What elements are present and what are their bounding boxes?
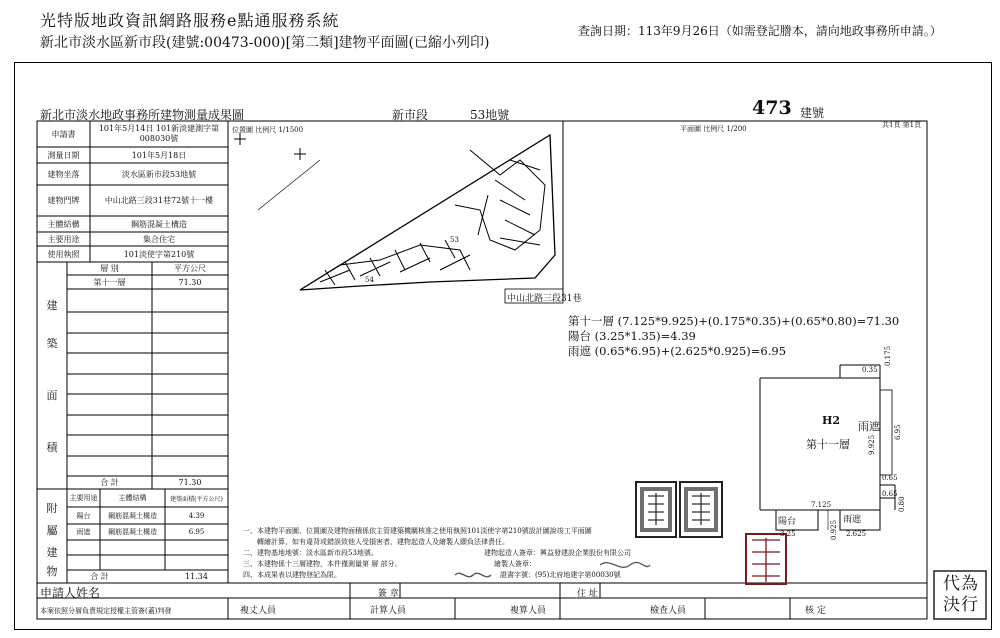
acc-row-1-use: 陽台	[76, 511, 91, 520]
area-section-char-3: 面	[46, 389, 58, 402]
info-value-application: 101年5月14日 101新淡建測字第008030號	[98, 124, 220, 143]
acc-section-char-3: 建	[46, 546, 58, 559]
building-number-label: 建號	[800, 106, 825, 120]
applicant-label: 申請人姓名	[40, 586, 101, 600]
dim-side-left: 9.925	[868, 434, 876, 455]
note-3: 三、本建物係十三層建物，本件僅測量第 層 部分。	[243, 560, 402, 568]
recalculator-cell: 複算人員	[510, 606, 547, 616]
authorization-note: 本案依照分層負責規定授權主管簽(蓋)判發	[40, 607, 172, 615]
plan-scale: 平面圖 比例尺 1/200	[680, 125, 747, 133]
dim-top: 0.35	[862, 366, 878, 374]
note-1: 一、本建物平面圖、位置圖及建物面積係依主管建築機關核准之使用執照101淡使字第210號設計圖說竣工平面圖	[243, 527, 592, 535]
dim-bottom: 7.125	[811, 501, 832, 509]
sign-label: 簽 章	[378, 589, 399, 599]
acc-row-1-struct: 鋼筋混凝土構造	[108, 511, 157, 520]
drafter-signature-note: 繪製人簽章：	[494, 560, 536, 568]
acc-row-2-area: 6.95	[188, 528, 205, 536]
formula-floor: 第十一層 (7.125*9.925)+(0.175*0.35)+(0.65*0.80)=71.30	[568, 314, 900, 328]
area-col-name: 層 別	[100, 264, 119, 273]
area-section-char-4: 積	[46, 441, 58, 454]
area-section-char-2: 築	[46, 337, 58, 350]
builder-signature-note: 建物起造人簽章：興益發建設企業股份有限公司	[484, 549, 631, 557]
info-label-permit: 使用執照	[47, 249, 80, 259]
acc-section-char-1: 附	[46, 502, 58, 515]
acc-section-char-4: 物	[46, 565, 58, 578]
document-subtitle: 新北市淡水區新市段(建號:00473-000)[第二類]建物平面圖(已縮小列印)	[40, 35, 490, 51]
building-number: 473	[752, 97, 792, 119]
office-title: 新北市淡水地政事務所建物測量成果圖	[40, 108, 245, 122]
dim-top-side: 0.175	[884, 345, 892, 366]
acc-section-char-2: 屬	[46, 524, 58, 537]
lot-label: 53地號	[470, 108, 510, 122]
info-value-survey-date: 101年5月18日	[131, 150, 187, 160]
license-note: 證書字號：(95)北府地建字第00030號	[500, 571, 621, 579]
info-label-application: 申請書	[51, 129, 76, 139]
road-label: 中山北路三段31巷	[507, 294, 582, 304]
acc-row-2-use: 雨遮	[76, 528, 91, 536]
surveyor-cell: 複丈人員	[240, 606, 277, 616]
acc-col-struct: 主體結構	[118, 494, 147, 502]
approver-cell: 核 定	[805, 606, 826, 616]
note-2: 二、建物基地地號：淡水區新市段53地號。	[243, 549, 378, 557]
location-scale: 位置圖 比例尺 1/1500	[232, 126, 304, 134]
approval-stamp: 代為決行	[943, 574, 979, 615]
info-value-permit: 101淡使字第210號	[123, 249, 195, 259]
rain-cover-right-label: 雨遮	[858, 420, 880, 433]
area-row-value: 71.30	[178, 277, 202, 287]
floor-label: 第十一層	[806, 438, 850, 451]
area-total-label: 合 計	[100, 478, 119, 487]
dim-b1: 3.25	[780, 530, 796, 538]
dim-r2: 0.65	[882, 490, 898, 498]
info-value-structure: 鋼筋混凝土構造	[131, 219, 187, 229]
info-value-location: 淡水區新市段53地號	[121, 169, 197, 179]
acc-row-1-area: 4.39	[188, 511, 205, 520]
info-label-survey-date: 測量日期	[47, 150, 80, 160]
query-date: 查詢日期：113年9月26日（如需登記謄本，請向地政事務所申請。）	[578, 24, 942, 38]
info-value-use: 集合住宅	[143, 234, 175, 244]
info-label-structure: 主體結構	[47, 219, 80, 229]
acc-total-label: 合 計	[90, 572, 109, 581]
acc-col-area: 建築面積(平方公尺)	[170, 495, 223, 503]
info-label-location: 建物坐落	[47, 169, 80, 179]
site-area-number: 53	[450, 236, 459, 244]
site-neighbor-number: 54	[365, 276, 374, 284]
area-row-name: 第十一層	[93, 277, 126, 287]
note-1-cont: 轉繪計算，如有違背或錯誤致他人受損害者，建物起造人及繪製人願負法律責任。	[243, 538, 509, 546]
dim-side: 6.95	[894, 424, 902, 440]
dim-r1: 0.65	[882, 474, 898, 482]
dim-b3: 2.625	[846, 530, 867, 538]
info-value-address: 中山北路三段31巷72號十一樓	[104, 196, 214, 205]
area-section-char-1: 建	[46, 299, 58, 312]
note-4: 四、本成果表以建物登記為限。	[243, 571, 341, 579]
acc-total-value: 11.34	[185, 572, 208, 581]
formula-rain-cover: 雨遮 (0.65*6.95)+(2.625*0.925)=6.95	[568, 344, 787, 358]
info-label-use: 主要用途	[47, 234, 80, 244]
info-label-address: 建物門牌	[47, 196, 80, 205]
balcony-label: 陽台	[778, 517, 797, 527]
acc-col-use: 主要用途	[69, 494, 98, 502]
dim-b2: 0.925	[830, 519, 838, 540]
formula-balcony: 陽台 (3.25*1.35)=4.39	[568, 329, 696, 343]
system-title: 光特版地政資訊網路服務e點通服務系統	[40, 11, 340, 30]
address-label: 住 址	[577, 589, 598, 599]
acc-row-2-struct: 鋼筋混凝土構造	[108, 528, 157, 536]
dim-r3: 0.80	[898, 496, 906, 512]
area-col-area: 平方公尺	[174, 264, 206, 273]
page-info: 共1頁 第1頁	[882, 121, 922, 129]
area-total-value: 71.30	[178, 478, 202, 487]
inspector-cell: 檢查人員	[650, 606, 687, 616]
unit-label: H2	[822, 414, 841, 427]
section-name: 新市段	[392, 108, 429, 122]
calculator-cell: 計算人員	[370, 606, 407, 616]
rain-cover-bottom-label: 雨遮	[843, 515, 862, 525]
